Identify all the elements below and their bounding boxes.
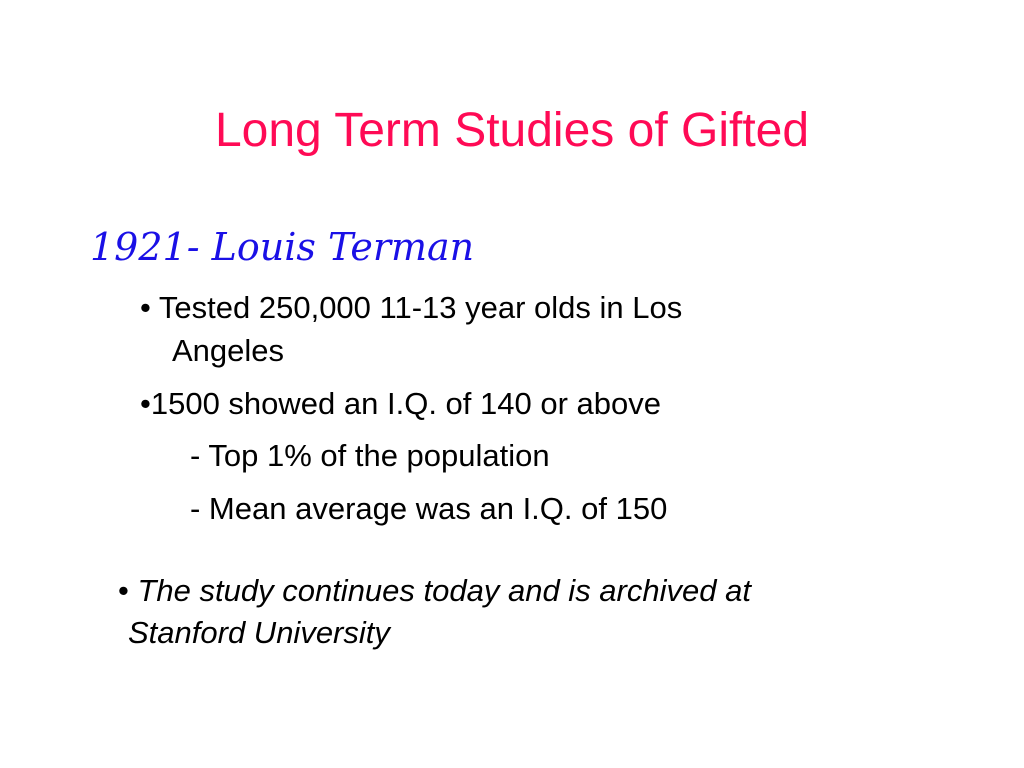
sub-bullet-top-percent: - Top 1% of the population (190, 438, 550, 473)
slide-subheading: 1921- Louis Terman (90, 225, 475, 269)
bullet-tested-line-1: • Tested 250,000 11-13 year olds in Los (140, 290, 683, 325)
bullet-tested-line-2: Angeles (172, 333, 285, 368)
note-line-1 (118, 571, 751, 611)
note-text-line-1: The study continues today and is archived at (137, 573, 751, 608)
note-bullet: • (118, 573, 138, 608)
bullet-showed-iq: •1500 showed an I.Q. of 140 or above (140, 386, 661, 421)
slide-title: Long Term Studies of Gifted (214, 104, 810, 157)
sub-bullet-mean-average: - Mean average was an I.Q. of 150 (190, 491, 668, 526)
note-text-line-2: Stanford University (128, 615, 390, 650)
